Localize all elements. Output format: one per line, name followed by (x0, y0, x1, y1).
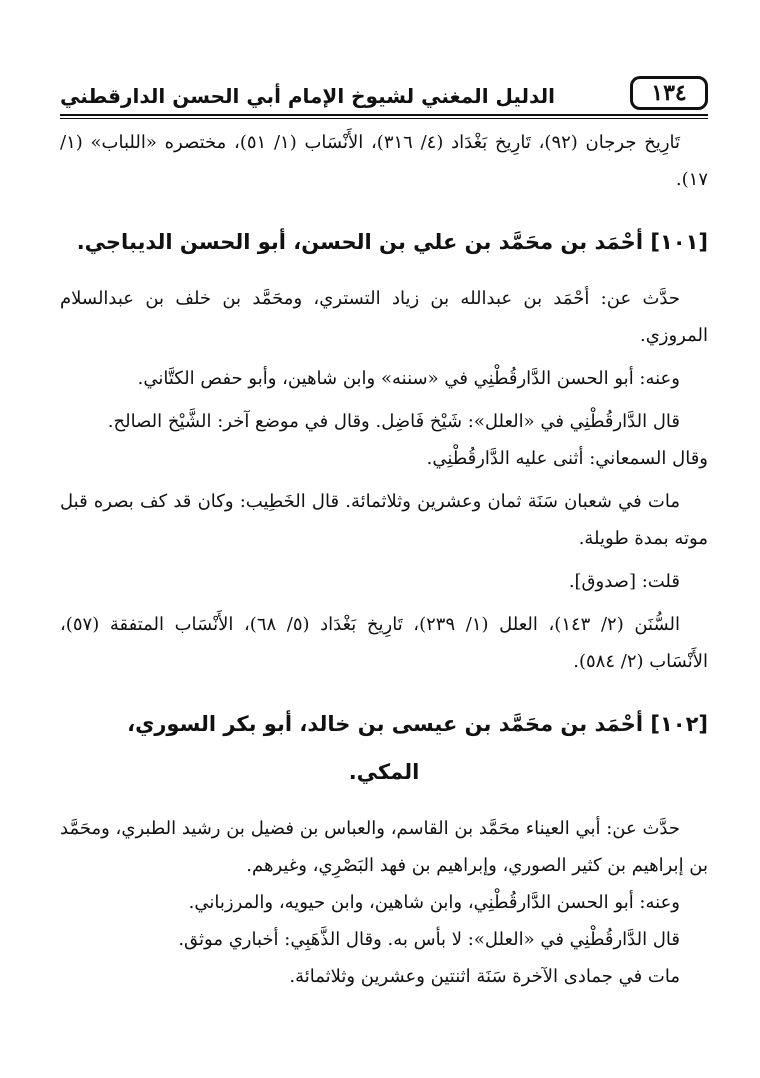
entry-101-daraqutni-statement: قال الدَّارقُطْنِي في «العلل»: شَيْخ فَاضِل. وقال في موضع آخر: الشَّيْخ الصالح. (107, 411, 680, 432)
page-content (60, 124, 708, 995)
entry-101-narrated-from: حدَّث عن: أحْمَد بن عبدالله بن زياد التستري، ومحَمَّد بن خلف بن عبدالسلام المروزي. (60, 288, 708, 346)
header-rule (60, 114, 708, 116)
entry-101-samani-statement: وقال السمعاني: أثنى عليه الدَّارقُطْنِي. (426, 448, 708, 469)
entry-102-death: مات في جمادى الآخرة سَنَة اثنتين وعشرين وثلاثمائة. (289, 966, 680, 987)
entry-101-title: [١٠١] أحْمَد بن محَمَّد بن علي بن الحسن، أبو الحسن الديباجي. (76, 230, 708, 254)
entry-101-narrated-by: وعنه: أبو الحسن الدَّارقُطْنِي في «سننه» وابن شاهين، وأبو حفص الكتَّاني. (137, 368, 680, 389)
entry-101-references: السُّنَن (٢/ ١٤٣)، العلل (١/ ٢٣٩)، تَارِيخ بَغْدَاد (٥/ ٦٨)، الأَنْسَاب المتفقة (٥٧)، الأَنْسَاب (٢/ ٥٨٤). (60, 614, 708, 672)
entry-102-statements: قال الدَّارقُطْنِي في «العلل»: لا بأس به. وقال الذَّهَبِي: أخباري موثق. (178, 929, 680, 950)
entry-102-title-continued: المكي. (348, 760, 420, 784)
entry-102-narrated-from: حدَّث عن: أبي العيناء محَمَّد بن القاسم، والعباس بن فضيل بن رشيد الطبري، ومحَمَّد بن إبراهيم بن كثير الصوري، وإبراهيم بن فهد البَصْرِي، وغيرهم. (60, 818, 708, 876)
header-rule-thin (60, 118, 708, 119)
running-title: الدليل المغني لشيوخ الإمام أبي الحسن الدارقطني (60, 84, 555, 108)
entry-102-narrated-by: وعنه: أبو الحسن الدَّارقُطْنِي، وابن شاهين، وابن حيويه، والمرزباني. (188, 892, 680, 913)
entry-101-note: قلت: [صدوق]. (568, 571, 680, 592)
entry-102-title: [١٠٢] أحْمَد بن محَمَّد بن عيسى بن خالد، أبو بكر السوري، (127, 712, 708, 736)
top-references: تَارِيخ جرجان (٩٢)، تَارِيخ بَغْدَاد (٤/ ٣١٦)، الأَنْسَاب (١/ ٥١)، مختصره «اللباب» (١/ ١٧). (60, 132, 708, 190)
entry-101-death: مات في شعبان سَنَة ثمان وعشرين وثلاثمائة. قال الخَطِيب: وكان قد كف بصره قبل موته بمدة طويلة. (60, 491, 708, 549)
page-header (60, 74, 708, 110)
page-number: ١٣٤ (630, 76, 708, 110)
